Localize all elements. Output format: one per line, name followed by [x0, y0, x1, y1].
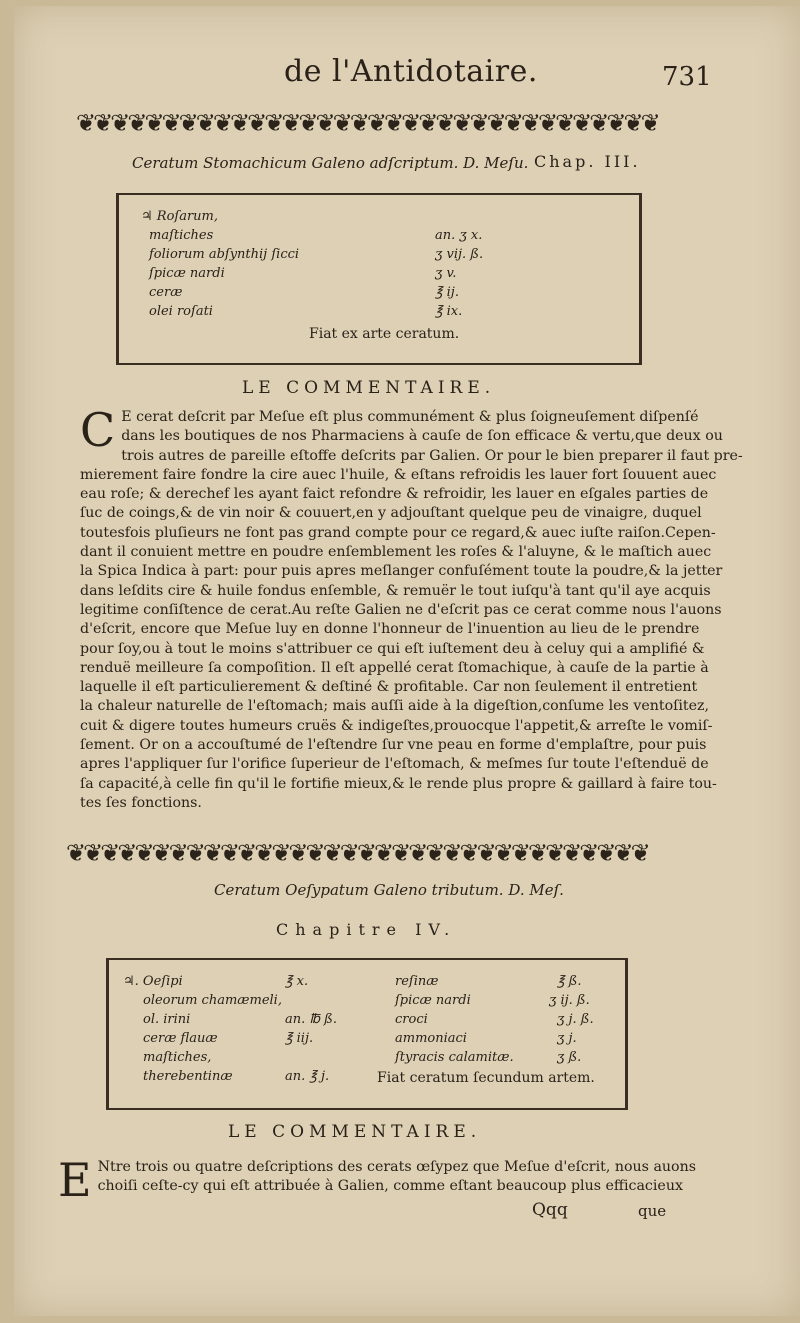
recipe-quantity: an. ℥ j. — [285, 1069, 330, 1084]
chapter-4-heading: Ceratum Oeſypatum Galeno tributum. D. Meſ. — [214, 881, 564, 899]
text-line: renduë meilleure ſa compoſition. Il eſt appellé cerat ſtomachique, à cauſe de la partie à — [80, 659, 709, 676]
fleuron-ornament: ❦ — [168, 840, 186, 866]
commentary-heading-1: LE COMMENTAIRE. — [242, 378, 496, 398]
fleuron-ornament: ❦ — [527, 840, 546, 866]
recipe-ingredient: reſinæ — [395, 974, 439, 989]
text-line: dans leſdits cire & huile fondus enſemble, & remuër le tout iuſqu'à tant qu'il aye acquis — [80, 582, 711, 599]
fleuron-ornament: ❦ — [545, 840, 563, 866]
fleuron-ornament: ❦ — [373, 840, 392, 866]
fleuron-ornament: ❦ — [383, 110, 402, 136]
recipe-quantity: ʒ ß. — [557, 1050, 582, 1065]
text-line: la chaleur naturelle de l'eſtomach; mais auſſi aide à la digeſtion,conſume les ventoſitez, — [80, 698, 709, 715]
fleuron-ornament: ❦ — [503, 110, 521, 136]
fleuron-ornament: ❦ — [247, 110, 265, 136]
fleuron-ornament: ❦ — [339, 840, 357, 866]
fleuron-ornament: ❦ — [630, 840, 648, 866]
fleuron-ornament: ❦ — [332, 110, 350, 136]
fleuron-ornament: ❦ — [288, 840, 306, 866]
fleuron-ornament: ❦ — [271, 840, 289, 866]
text-line: laquelle il eſt particulierement & deſtiné & profitable. Car non ſeulement il entretient — [80, 679, 698, 696]
text-line: choiſi ceſte-cy qui eſt attribuée à Galien, comme eſtant beaucoup plus efficacieux — [97, 1178, 683, 1195]
fleuron-ornament: ❦ — [459, 840, 477, 866]
page-number: 731 — [662, 62, 712, 92]
text-line: Ntre trois ou quatre deſcriptions des cerats œſypez que Meſue d'eſcrit, nous auons — [97, 1159, 697, 1175]
fleuron-ornament: ❦ — [237, 840, 255, 866]
fleuron-ornament: ❦ — [537, 110, 556, 136]
fleuron-ornament: ❦ — [486, 110, 504, 136]
recipe-ingredient: oleorum chamæmeli, — [143, 993, 282, 1008]
text-line: toutesfois pluſieurs ne font pas grand compte pour ce regard,& auec iuſte raiſon.Cepen- — [80, 524, 716, 541]
fleuron-ornament: ❦ — [151, 840, 169, 866]
recipe-ingredient: ammoniaci — [395, 1031, 467, 1046]
recipe-ingredient: therebentinæ — [143, 1069, 233, 1084]
text-line: dans les boutiques de nos Pharmaciens à cauſe de ſon efficace & vertu,que deux ou — [121, 428, 723, 445]
fleuron-ornament: ❦ — [613, 840, 631, 866]
chapter-3-label: Chap. III. — [534, 152, 641, 171]
fleuron-ornament: ❦ — [202, 840, 220, 866]
recipe-ingredient: ſpicæ nardi — [149, 266, 225, 281]
fleuron-ornament: ❦ — [469, 110, 487, 136]
fleuron-ornament: ❦ — [562, 840, 580, 866]
fleuron-ornament: ❦ — [640, 110, 658, 136]
fleuron-ornament: ❦ — [144, 110, 162, 136]
fleuron-ornament: ❦ — [219, 840, 238, 866]
recipe-quantity: ʒ ij. ß. — [549, 993, 590, 1008]
fleuron-ornament: ❦ — [185, 840, 203, 866]
recipe-ingredient: ceræ — [149, 285, 183, 300]
recipe-quantity: ℥ iij. — [285, 1031, 314, 1046]
recipe-quantity: ℥ x. — [285, 974, 309, 989]
fleuron-ornament: ❦ — [281, 110, 299, 136]
fleuron-ornament: ❦ — [606, 110, 624, 136]
fleuron-ornament: ❦ — [315, 110, 333, 136]
text-line: legitime conſiſtence de cerat.Au reſte Galien ne d'eſcrit pas ce cerat comme nous l'auons — [80, 601, 722, 618]
fleuron-ornament: ❦ — [298, 110, 316, 136]
recipe-quantity: an. ℔ ß. — [285, 1012, 337, 1027]
text-line: mierement faire fondre la cire auec l'huile, & eſtans refroidis les lauer fort ſouuent auec — [80, 466, 717, 483]
text-line: ſuc de coings,& de vin noir & couuert,en y adjouſtant quelque peu de vinaigre, duquel — [80, 505, 702, 522]
recipe-ingredient: ſpicæ nardi — [395, 993, 471, 1008]
drop-cap: E — [58, 1153, 92, 1207]
fleuron-ornament: ❦ — [391, 840, 409, 866]
fleuron-ornament: ❦ — [520, 110, 538, 136]
recipe-ingredient: croci — [395, 1012, 428, 1027]
fleuron-ornament: ❦ — [161, 110, 179, 136]
fleuron-ornament: ❦ — [66, 840, 84, 866]
recipe-instruction: Fiat ex arte ceratum. — [309, 326, 460, 342]
commentary-body-1 — [80, 403, 743, 813]
fleuron-ornament: ❦ — [493, 840, 511, 866]
recipe-box-chapter-4 — [106, 958, 628, 1110]
recipe-quantity: ʒ j. — [557, 1031, 577, 1046]
catchword: que — [638, 1202, 667, 1220]
fleuron-ornament: ❦ — [117, 840, 135, 866]
fleuron-ornament: ❦ — [83, 840, 101, 866]
recipe-box-chapter-3 — [116, 193, 642, 365]
recipe-instruction: Fiat ceratum ſecundum artem. — [377, 1070, 595, 1086]
text-line: trois autres de pareille eſtoffe deſcrits par Galien. Or pour le bien preparer il faut pre- — [121, 447, 743, 464]
running-header-title: de l'Antidotaire. — [284, 54, 538, 89]
fleuron-ornament: ❦ — [418, 110, 436, 136]
book-page — [14, 6, 800, 1316]
fleuron-ornament: ❦ — [305, 840, 323, 866]
fleuron-ornament: ❦ — [195, 110, 213, 136]
signature-mark: Qqq — [532, 1200, 568, 1220]
fleuron-ornament: ❦ — [322, 840, 340, 866]
fleuron-ornament: ❦ — [76, 110, 94, 136]
fleuron-ornament: ❦ — [555, 110, 573, 136]
text-line: apres l'appliquer ſur l'orifice ſuperieur de l'eſtomach, & meſmes ſur toute l'eſtenduë de — [80, 756, 709, 773]
text-line: la Spica Indica à part: pour puis apres meſlanger confuſément toute la poudre,& la jetter — [80, 563, 723, 580]
fleuron-ornament: ❦ — [596, 840, 614, 866]
commentary-heading-2: LE COMMENTAIRE. — [228, 1122, 482, 1142]
text-line: pour ſoy,ou à tout le moins s'attribuer ce qui eſt iuſtement deu à celuy qui a amplifié & — [80, 640, 705, 657]
recipe-ingredient: ſtyracis calamitæ. — [395, 1050, 514, 1065]
fleuron-ornament: ❦ — [425, 840, 443, 866]
fleuron-ornament: ❦ — [212, 110, 230, 136]
fleuron-ornament: ❦ — [510, 840, 528, 866]
fleuron-ornament: ❦ — [442, 840, 460, 866]
fleuron-ornament: ❦ — [134, 840, 152, 866]
text-line: dant il conuient mettre en poudre enſemblement les roſes & l'aluyne, & le maſtich auec — [80, 544, 712, 561]
text-line: tes ſes fonctions. — [80, 794, 202, 811]
text-line: d'eſcrit, encore que Meſue luy en donne l'honneur de l'inuention au lieu de le prendre — [80, 621, 700, 638]
recipe-ingredient: olei roſati — [149, 304, 213, 319]
recipe-quantity: ʒ vij. ß. — [435, 247, 484, 262]
fleuron-ornament: ❦ — [623, 110, 641, 136]
fleuron-ornament: ❦ — [264, 110, 282, 136]
fleuron-ornament: ❦ — [127, 110, 145, 136]
text-line: ſement. Or on a accouſtumé de l'eſtendre ſur vne peau en forme d'emplaſtre, pour puis — [80, 737, 707, 754]
fleuron-ornament: ❦ — [178, 110, 196, 136]
fleuron-ornament: ❦ — [229, 110, 248, 136]
recipe-ingredient: maſtiches — [149, 228, 214, 243]
recipe-quantity: ℥ ij. — [435, 285, 459, 300]
recipe-quantity: ʒ v. — [435, 266, 457, 281]
recipe-ingredient: ceræ flauæ — [143, 1031, 218, 1046]
fleuron-ornament: ❦ — [452, 110, 470, 136]
fleuron-ornament: ❦ — [401, 110, 419, 136]
recipe-ingredient: ♃. Oeſipi — [123, 974, 183, 989]
fleuron-ornament: ❦ — [100, 840, 118, 866]
recipe-quantity: an. ʒ x. — [435, 228, 483, 243]
fleuron-ornament: ❦ — [579, 840, 597, 866]
text-line: eau roſe; & derechef les ayant faict refondre & refroidir, les lauer en eſgales parties de — [80, 486, 709, 503]
fleuron-ornament: ❦ — [110, 110, 128, 136]
commentary-body-2 — [58, 1153, 697, 1207]
fleuron-ornament: ❦ — [435, 110, 453, 136]
fleuron-ornament: ❦ — [366, 110, 384, 136]
fleuron-ornament: ❦ — [356, 840, 374, 866]
drop-cap: C — [80, 403, 116, 457]
ornamental-border-middle — [66, 840, 688, 866]
recipe-ingredient: ♃ Roſarum, — [141, 209, 219, 224]
fleuron-ornament: ❦ — [349, 110, 367, 136]
chapter-3-heading: Ceratum Stomachicum Galeno adſcriptum. D. Meſu. — [132, 154, 529, 172]
text-line: E cerat deſcrit par Meſue eſt plus communément & plus ſoigneuſement diſpenſé — [121, 409, 699, 425]
recipe-ingredient: ol. irini — [143, 1012, 191, 1027]
fleuron-ornament: ❦ — [408, 840, 426, 866]
fleuron-ornament: ❦ — [572, 110, 590, 136]
text-line: ſa capacité,à celle fin qu'il le fortifie mieux,& le rende plus propre & gaillard à faire tou- — [80, 775, 717, 792]
text-line: cuit & digere toutes humeurs cruës & indigeſtes,prouocque l'appetit,& arreſte le vomiſ- — [80, 717, 713, 734]
fleuron-ornament: ❦ — [93, 110, 111, 136]
recipe-quantity: ʒ j. ß. — [557, 1012, 594, 1027]
recipe-quantity: ℥ ß. — [557, 974, 582, 989]
recipe-ingredient: foliorum abſynthij ſicci — [149, 247, 300, 262]
chapter-4-label: Chapitre IV. — [276, 920, 457, 939]
recipe-ingredient: maſtiches, — [143, 1050, 212, 1065]
fleuron-ornament: ❦ — [476, 840, 494, 866]
recipe-quantity: ℥ ix. — [435, 304, 463, 319]
ornamental-border-top — [76, 110, 698, 136]
fleuron-ornament: ❦ — [254, 840, 272, 866]
fleuron-ornament: ❦ — [589, 110, 607, 136]
